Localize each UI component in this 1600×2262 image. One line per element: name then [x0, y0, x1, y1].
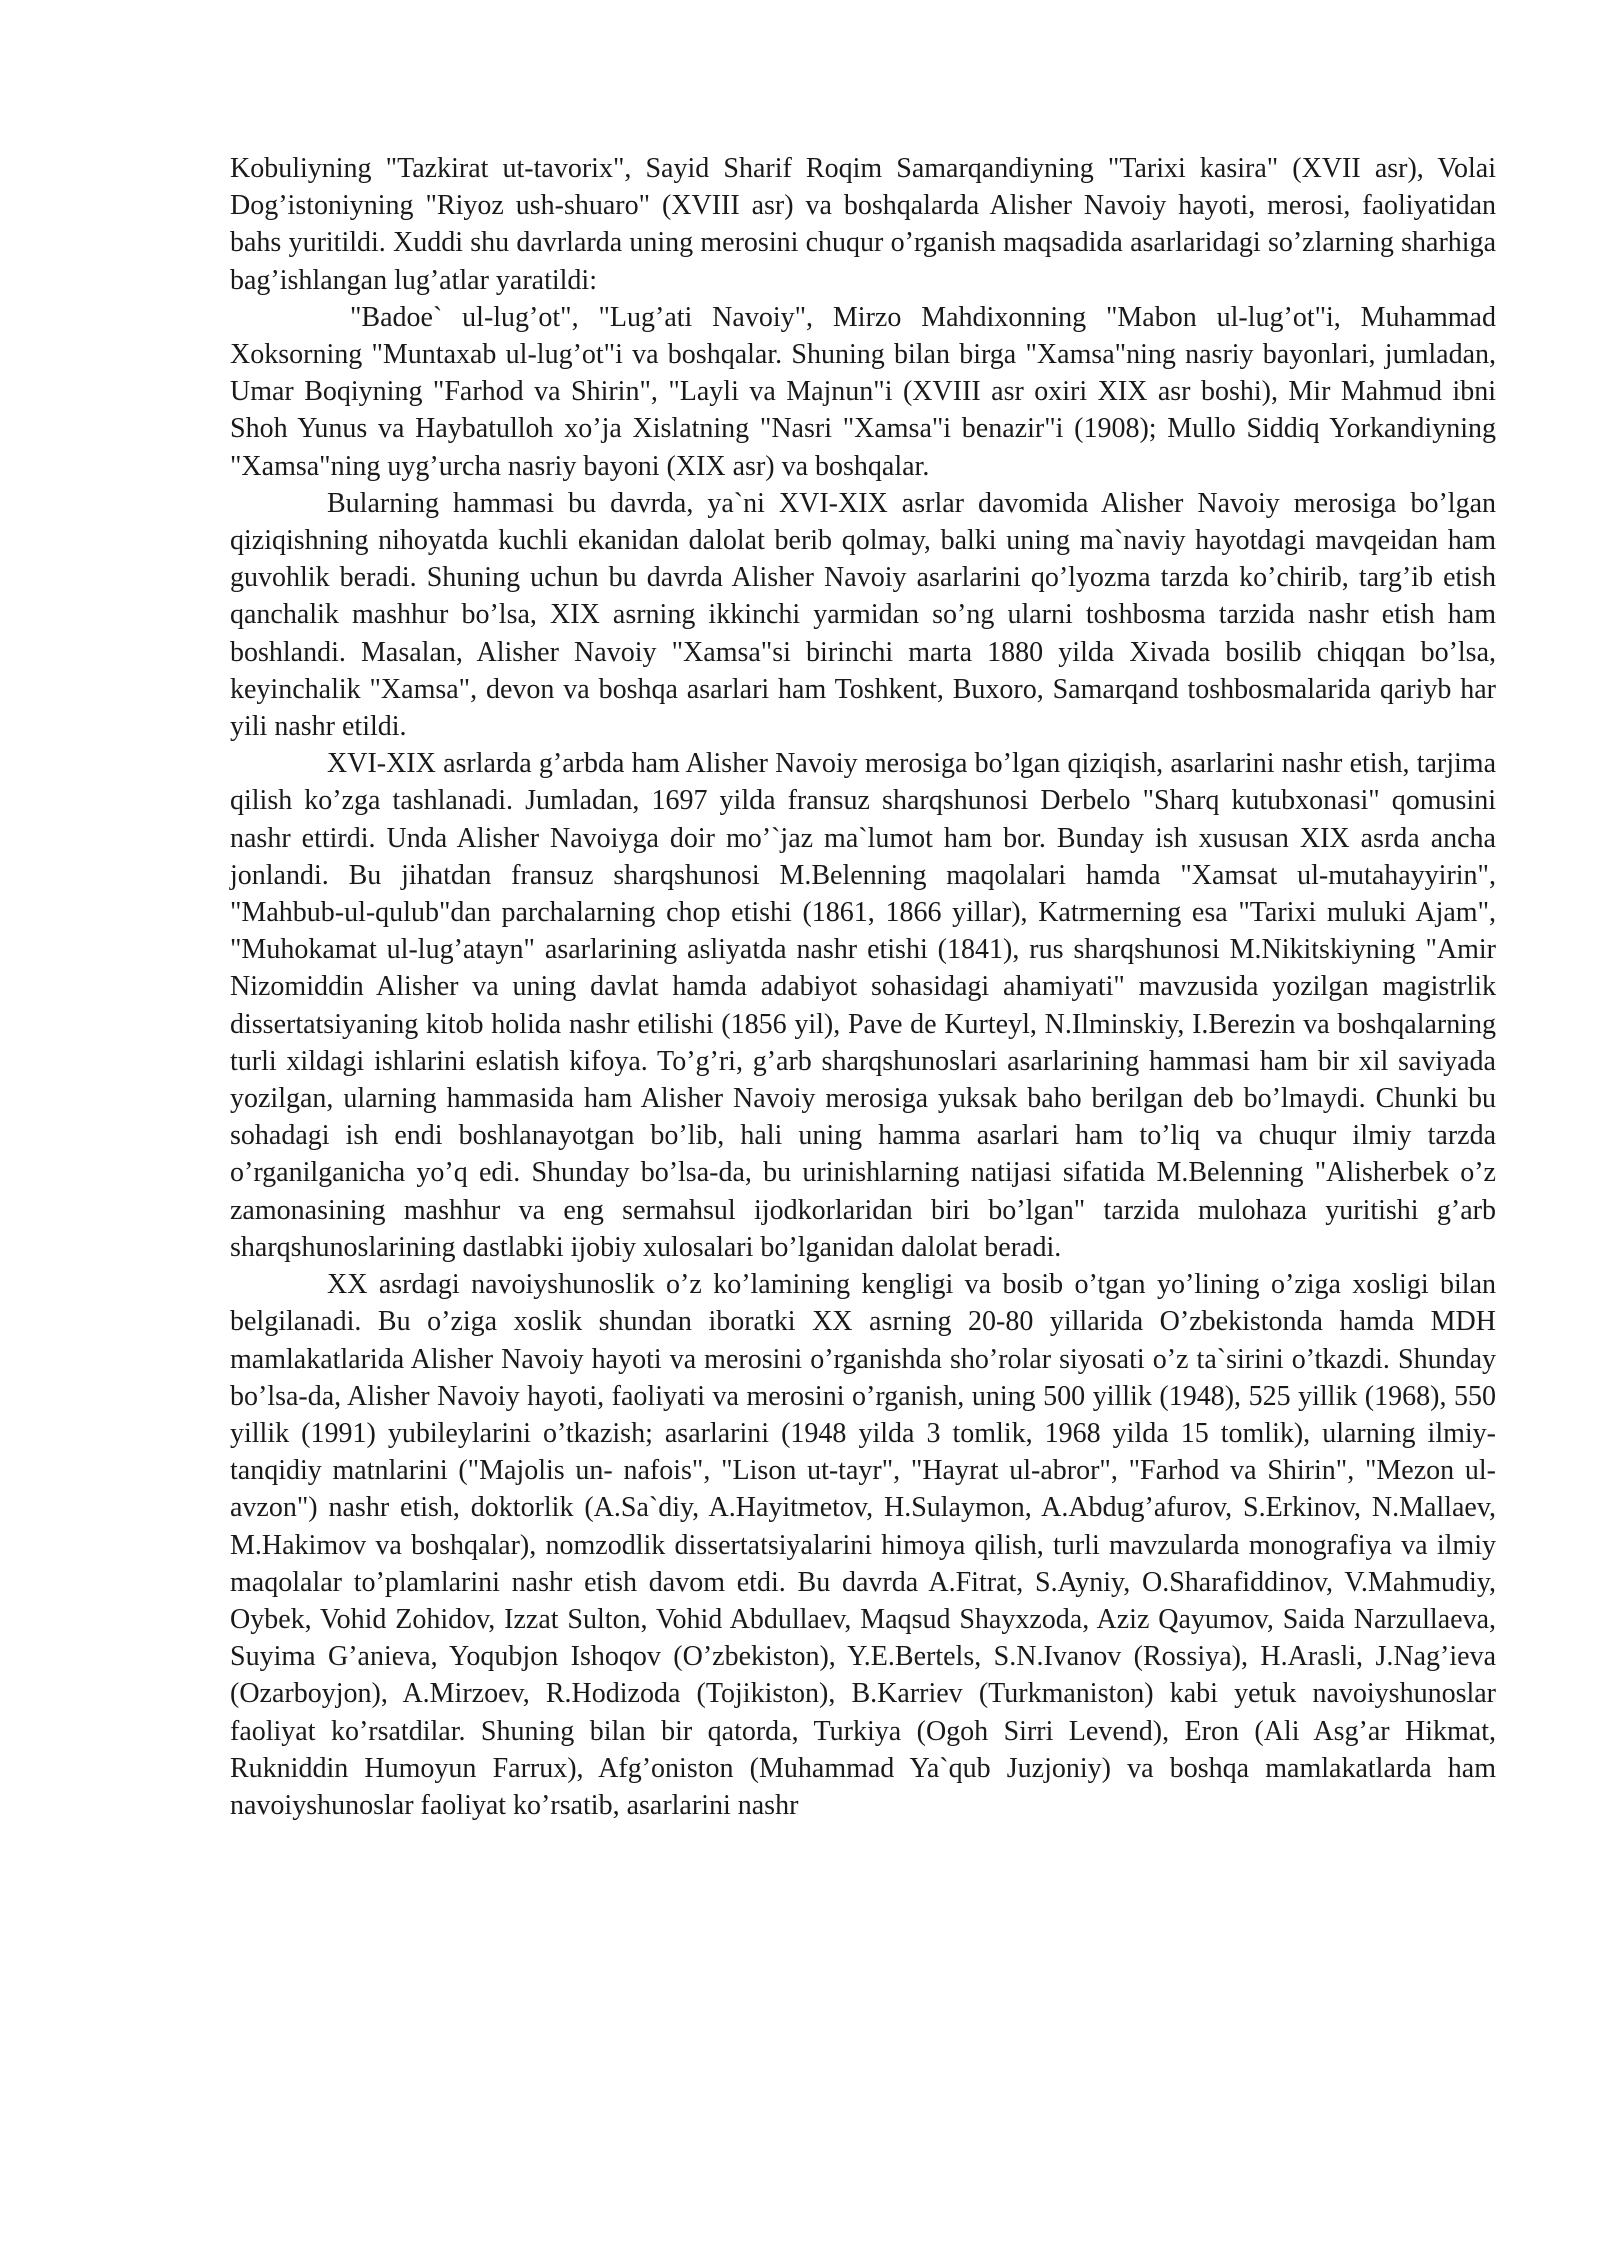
paragraph-3: Bularning hammasi bu davrda, ya`ni XVI-XIX asrlar davomida Alisher Navoiy merosiga bo’lgan qiziqishning nihoyatda kuchli ekanidan dalolat berib qolmay, balki uning ma`naviy hayotdagi mavqeidan ham guvohlik beradi. Shuning uchun bu davrda Alisher Navoiy asarlarini qo’lyozma tarzda ko’chirib, targ’ib etish qanchalik mashhur bo’lsa, XIX asrning ikkinchi yarmidan so’ng ularni toshbosma tarzida nashr etish ham boshlandi. Masalan, Alisher Navoiy "Xamsa"si birinchi marta 1880 yilda Xivada bosilib chiqqan bo’lsa, keyinchalik "Xamsa", devon va boshqa asarlari ham Toshkent, Buxoro, Samarqand toshbosmalarida qariyb har yili nashr etildi. [230, 487, 1496, 743]
paragraph-5: XX asrdagi navoiyshunoslik o’z ko’lamining kengligi va bosib o’tgan yo’lining o’ziga xosligi bilan belgilanadi. Bu o’ziga xoslik shundan iboratki XX asrning 20-80 yillarida O’zbekistonda hamda MDH mamlakatlarida Alisher Navoiy hayoti va merosini o’rganishda sho’rolar siyosati o’z ta`sirini o’tkazdi. Shunday bo’lsa-da, Alisher Navoiy hayoti, faoliyati va merosini o’rganish, uning 500 yillik (1948), 525 yillik (1968), 550 yillik (1991) yubileylarini o’tkazish; asarlarini (1948 yilda 3 tomlik, 1968 yilda 15 tomlik), ularning ilmiy-tanqidiy matnlarini ("Majolis un- nafois", "Lison ut-tayr", "Hayrat ul-abror", "Farhod va Shirin", "Mezon ul-avzon") nashr etish, doktorlik (A.Sa`diy, A.Hayitmetov, H.Sulaymon, A.Abdug’afurov, S.Erkinov, N.Mallaev, M.Hakimov va boshqalar), nomzodlik dissertatsiyalarini himoya qilish, turli mavzularda monografiya va ilmiy maqolalar to’plamlarini nashr etish davom etdi. Bu davrda A.Fitrat, S.Ayniy, O.Sharafiddinov, V.Mahmudiy, Oybek, Vohid Zohidov, Izzat Sulton, Vohid Abdullaev, Maqsud Shayxzoda, Aziz Qayumov, Saida Narzullaeva, Suyima G’anieva, Yoqubjon Ishoqov (O’zbekiston), Y.E.Bertels, S.N.Ivanov (Rossiya), H.Arasli, J.Nag’ieva (Ozarboyjon), A.Mirzoev, R.Hodizoda (Tojikiston), B.Karriev (Turkmaniston) kabi yetuk navoiyshunoslar faoliyat ko’rsatdilar. Shuning bilan bir qatorda, Turkiya (Ogoh Sirri Levend), Eron (Ali Asg’ar Hikmat, Rukniddin Humoyun Farrux), Afg’oniston (Muhammad Ya`qub Juzjoniy) va boshqa mamlakatlarda ham navoiyshunoslar faoliyat ko’rsatib, asarlarini nashr [230, 1269, 1496, 1821]
paragraph-1: Kobuliyning "Tazkirat ut-tavorix", Sayid Sharif Roqim Samarqandiyning "Tarixi kasira" (XVII asr), Volai Dog’istoniyning "Riyoz ush-shuaro" (XVIII asr) va boshqalarda Alisher Navoiy hayoti, merosi, faoliyatidan bahs yuritildi. Xuddi shu davrlarda uning merosini chuqur o’rganish maqsadida asarlaridagi so’zlarning sharhiga bag’ishlangan lug’atlar yaratildi: [230, 153, 1496, 296]
document-page [230, 150, 1496, 1824]
paragraph-4: XVI-XIX asrlarda g’arbda ham Alisher Navoiy merosiga bo’lgan qiziqish, asarlarini nashr etish, tarjima qilish ko’zga tashlanadi. Jumladan, 1697 yilda fransuz sharqshunosi Derbelo "Sharq kutubxonasi" qomusini nashr ettirdi. Unda Alisher Navoiyga doir mo’`jaz ma`lumot ham bor. Bunday ish xususan XIX asrda ancha jonlandi. Bu jihatdan fransuz sharqshunosi M.Belenning maqolalari hamda "Xamsat ul-mutahayyirin", "Mahbub-ul-qulub"dan parchalarning chop etishi (1861, 1866 yillar), Katrmerning esa "Tarixi muluki Ajam", "Muhokamat ul-lug’atayn" asarlarining asliyatda nashr etishi (1841), rus sharqshunosi M.Nikitskiyning "Amir Nizomiddin Alisher va uning davlat hamda adabiyot sohasidagi ahamiyati" mavzusida yozilgan magistrlik dissertatsiyaning kitob holida nashr etilishi (1856 yil), Pave de Kurteyl, N.Ilminskiy, I.Berezin va boshqalarning turli xildagi ishlarini eslatish kifoya. To’g’ri, g’arb sharqshunoslari asarlarining hammasi ham bir xil saviyada yozilgan, ularning hammasida ham Alisher Navoiy merosiga yuksak baho berilgan deb bo’lmaydi. Chunki bu sohadagi ish endi boshlanayotgan bo’lib, hali uning hamma asarlari ham to’liq va chuqur ilmiy tarzda o’rganilganicha yo’q edi. Shunday bo’lsa-da, bu urinishlarning natijasi sifatida M.Belenning "Alisherbek o’z zamonasining mashhur va eng sermahsul ijodkorlaridan biri bo’lgan" tarzida mulohaza yuritishi g’arb sharqshunoslarining dastlabki ijobiy xulosalari bo’lganidan dalolat beradi. [230, 748, 1496, 1263]
paragraph-2: "Badoe` ul-lug’ot", "Lug’ati Navoiy", Mirzo Mahdixonning "Mabon ul-lug’ot"i, Muhammad Xoksorning "Muntaxab ul-lug’ot"i va boshqalar. Shuning bilan birga "Xamsa"ning nasriy bayonlari, jumladan, Umar Boqiyning "Farhod va Shirin", "Layli va Majnun"i (XVIII asr oxiri XIX asr boshi), Mir Mahmud ibni Shoh Yunus va Haybatulloh xo’ja Xislatning "Nasri "Xamsa"i benazir"i (1908); Mullo Siddiq Yorkandiyning "Xamsa"ning uyg’urcha nasriy bayoni (XIX asr) va boshqalar. [230, 301, 1496, 482]
